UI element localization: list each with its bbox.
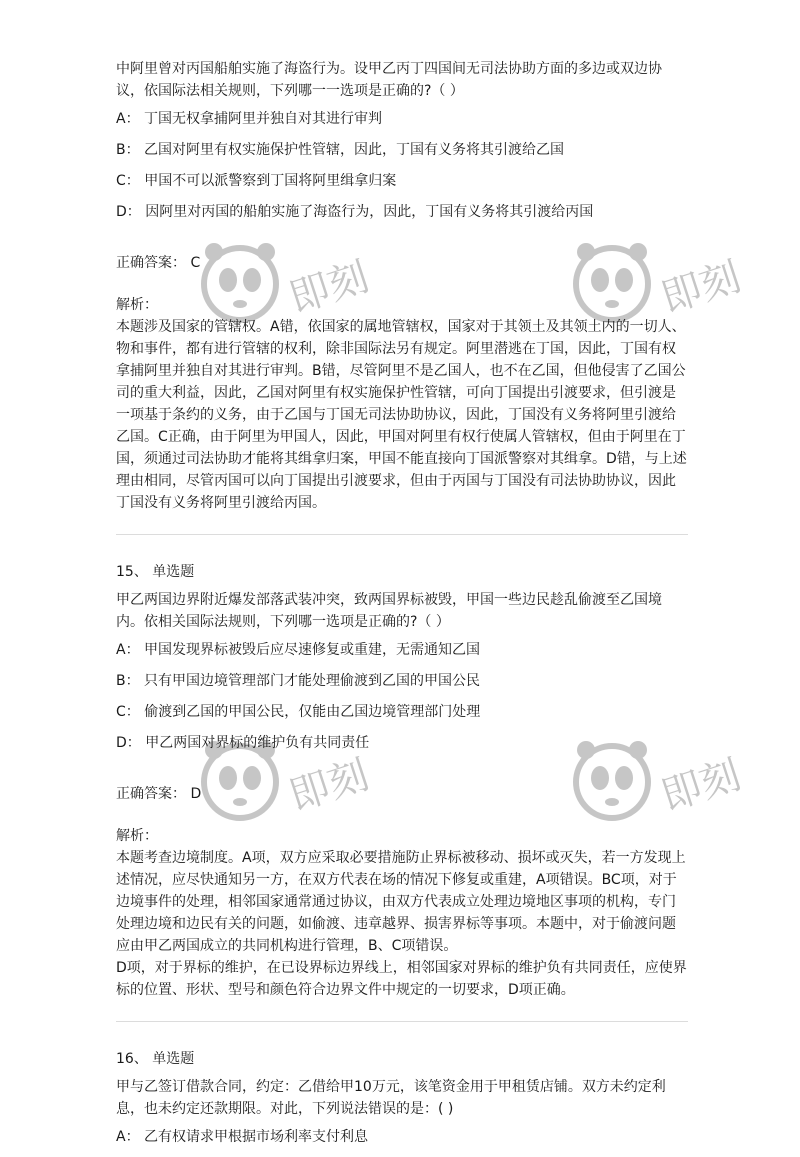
question-stem: 甲乙两国边界附近爆发部落武装冲突，致两国界标被毁，甲国一些边民趁乱偷渡至乙国境内。依相关国际法规则，下列哪一选项是正确的?（ ）: [116, 592, 662, 630]
option-c: C： 甲国不可以派警察到丁国将阿里缉拿归案: [116, 173, 397, 189]
document-page: [116, 58, 688, 1157]
question-stem: 中阿里曾对丙国船舶实施了海盗行为。设甲乙丙丁四国间无司法协助方面的多边或双边协议，依国际法相关规则，下列哪一一选项是正确的?（ ）: [116, 61, 662, 99]
question-header: 16、 单选题: [116, 1051, 195, 1067]
option-a: A： 甲国发现界标被毁后应尽速修复或重建，无需通知乙国: [116, 642, 481, 658]
option-b: B： 乙国对阿里有权实施保护性管辖，因此，丁国有义务将其引渡给乙国: [116, 142, 565, 158]
question-16: [116, 1048, 688, 1148]
watermark-text: 即刻: [656, 751, 747, 821]
option-b: B： 只有甲国边境管理部门才能处理偷渡到乙国的甲国公民: [116, 673, 481, 689]
section-divider: [116, 1021, 688, 1022]
watermark-text: 即刻: [284, 253, 375, 323]
option-c: C： 偷渡到乙国的甲国公民，仅能由乙国边境管理部门处理: [116, 704, 481, 720]
option-a: A： 丁国无权拿捕阿里并独自对其进行审判: [116, 111, 383, 127]
analysis-text: 本题涉及国家的管辖权。A错，依国家的属地管辖权，国家对于其领土及其领土内的一切人、物和事件，都有进行管辖的权利，除非国际法另有规定。阿里潜逃在丁国，因此，丁国有权拿捕阿里并独自对其进行审判。B错，尽管阿里不是乙国人，也不在乙国，但他侵害了乙国公司的重大利益，因此，乙国对阿里有权实施保护性管辖，可向丁国提出引渡要求，但引渡是一项基于条约的义务，由于乙国与丁国无司法协助协议，因此，丁国没有义务将阿里引渡给乙国。C正确，由于阿里为甲国人，因此，甲国对阿里有权行使属人管辖权，但由于阿里在丁国，须通过司法协助才能将其缉拿归案，甲国不能直接向丁国派警察对其缉拿。D错，与上述理由相同，尽管丙国可以向丁国提出引渡要求，但由于丙国与丁国没有司法协助协议，因此丁国没有义务将阿里引渡给丙国。: [116, 319, 687, 511]
analysis-title: 解析：: [116, 297, 158, 313]
section-divider: [116, 534, 688, 535]
analysis-title: 解析：: [116, 828, 158, 844]
analysis-paragraph: D项，对于界标的维护，在已设界标边界线上，相邻国家对界标的维护负有共同责任，应使界标的位置、形状、型号和颜色符合边界文件中规定的一切要求，D项正确。: [116, 960, 687, 998]
question-header: 15、 单选题: [116, 564, 195, 580]
analysis-paragraph: 本题考查边境制度。A项，双方应采取必要措施防止界标被移动、损坏或灭失，若一方发现上述情况，应尽快通知另一方，在双方代表在场的情况下修复或重建，A项错误。BC项，对于边境事件的处理，相邻国家通常通过协议，由双方代表成立处理边境地区事项的机构，专门处理边境和边民有关的问题，如偷渡、违章越界、损害界标等事项。本题中，对于偷渡问题应由甲乙两国成立的共同机构进行管理，B、C项错误。: [116, 850, 686, 954]
option-d: D： 甲乙两国对界标的维护负有共同责任: [116, 735, 370, 751]
option-d: D： 因阿里对丙国的船舶实施了海盗行为，因此，丁国有义务将其引渡给丙国: [116, 204, 594, 220]
correct-answer: 正确答案： D: [116, 786, 202, 802]
correct-answer: 正确答案： C: [116, 255, 201, 271]
option-a: A： 乙有权请求甲根据市场利率支付利息: [116, 1129, 369, 1145]
question-14: [116, 58, 688, 514]
question-stem: 甲与乙签订借款合同，约定：乙借给甲10万元，该笔资金用于甲租赁店铺。双方未约定利息，也未约定还款期限。对此，下列说法错误的是：( ): [116, 1079, 666, 1117]
watermark-text: 即刻: [656, 253, 747, 323]
question-15: [116, 561, 688, 1001]
watermark-text: 即刻: [284, 751, 375, 821]
